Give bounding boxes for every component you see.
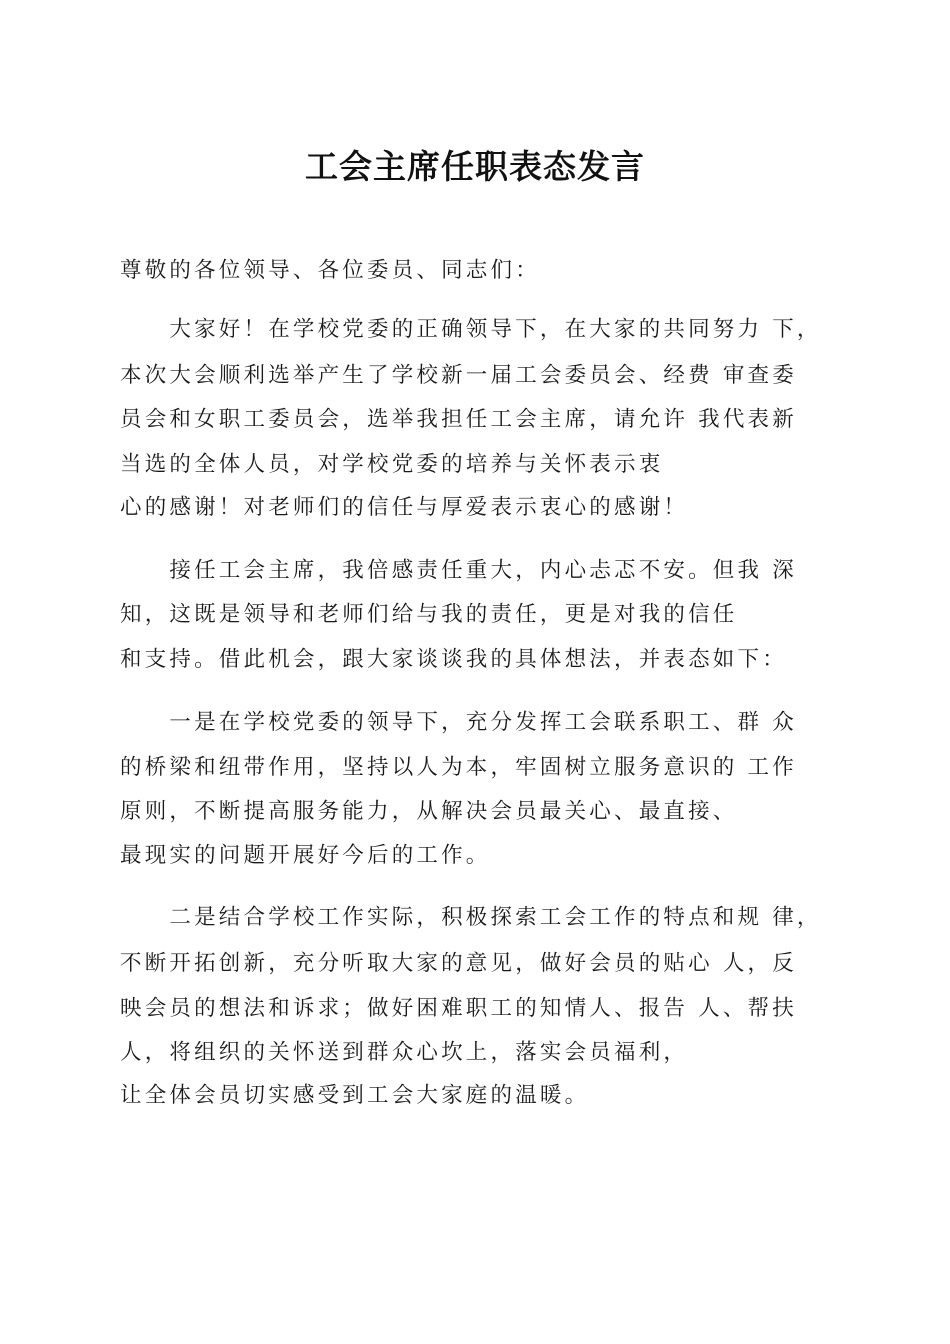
paragraph-line: 一是在学校党委的领导下，充分发挥工会联系职工、群 众: [120, 710, 797, 735]
paragraph-line: 人，将组织的关怀送到群众心坎上，落实会员福利，: [120, 1040, 689, 1065]
paragraph-line: 映会员的想法和诉求；做好困难职工的知情人、报告 人、帮扶: [120, 996, 797, 1021]
paragraph-line: 最现实的问题开展好今后的工作。: [120, 843, 491, 868]
paragraph-line: 的桥梁和纽带作用，坚持以人为本，牢固树立服务意识的 工作: [120, 755, 797, 780]
paragraph-line: 员会和女职工委员会，选举我担任工会主席，请允许 我代表新: [120, 407, 797, 432]
paragraph-line: 当选的全体人员，对学校党委的培养与关怀表示衷: [120, 452, 664, 477]
paragraph-line: 原则，不断提高服务能力，从解决会员最关心、最直接、: [120, 799, 738, 824]
paragraph-line: 接任工会主席，我倍感责任重大，内心忐忑不安。但我 深: [120, 558, 797, 583]
paragraph-line: 知，这既是领导和老师们给与我的责任，更是对我的信任: [120, 602, 738, 627]
paragraph-line: 二是结合学校工作实际，积极探索工会工作的特点和规 律，: [120, 905, 822, 930]
paragraph-line: 大家好！在学校党委的正确领导下，在大家的共同努力 下，: [120, 317, 822, 342]
paragraph-line: 本次大会顺利选举产生了学校新一届工会委员会、经费 审查委: [120, 363, 797, 388]
paragraph-line: 和支持。借此机会，跟大家谈谈我的具体想法，并表态如下：: [120, 647, 787, 672]
paragraph-line: 心的感谢！对老师们的信任与厚爱表示衷心的感谢！: [120, 495, 689, 520]
page-title: 工会主席任职表态发言: [305, 147, 645, 186]
paragraph-line: 不断开拓创新，充分听取大家的意见，做好会员的贴心 人，反: [120, 951, 797, 976]
salutation: 尊敬的各位领导、各位委员、同志们：: [120, 258, 540, 283]
paragraph-line: 让全体会员切实感受到工会大家庭的温暖。: [120, 1083, 590, 1108]
